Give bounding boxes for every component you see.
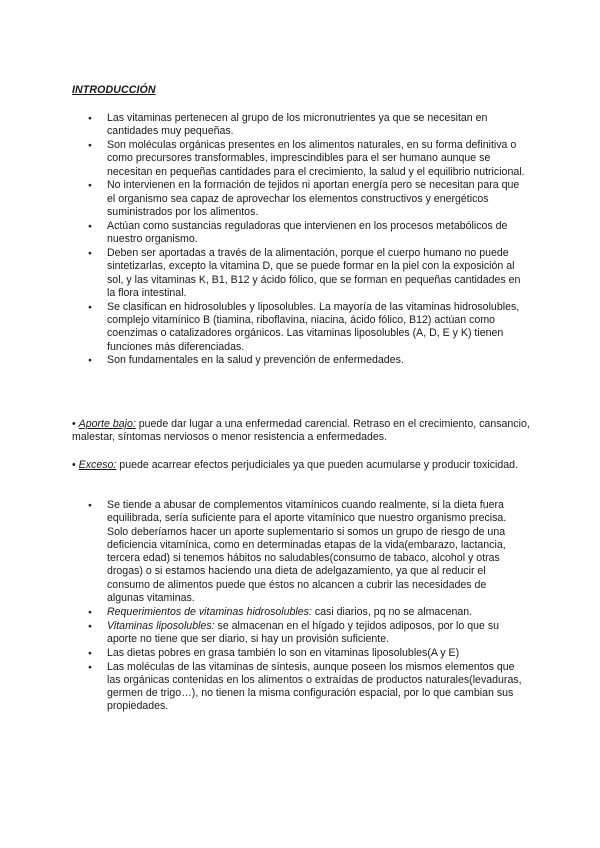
list-item: ● Las vitaminas pertenecen al grupo de los micronutrientes ya que se necesitan en cantidades muy pequeñas. [0, 112, 525, 139]
list-item: ● Las dietas pobres en grasa también lo son en vitaminas liposolubles(A y E) [0, 647, 525, 660]
hidrosolubles-label: Requerimientos de vitaminas hidrosolubles: [107, 605, 312, 618]
exceso-text: puede acarrear efectos perjudiciales ya que pueden acumularse y producir toxicidad. [116, 459, 518, 471]
list-item: ● Se tiende a abusar de complementos vitamínicos cuando realmente, si la dieta fuera equilibrada, sería suficiente para el aporte vitamínico que nuestro organismo precisa. Solo deberíamos hacer un aporte suplementario si somos un grupo de riesgo de una deficiencia vitamínica, como en determinadas etapas de la vida(embarazo, lactancia, tercera edad) si tenemos hábitos no saludables(consumo de tabaco, alcohol y otras drogas) o si estamos haciendo una dieta de adelgazamiento, ya que al reducir el consumo de alimentos puede que éstos no alcancen a cubrir las necesidades de algunas vitaminas. [0, 499, 525, 605]
aporte-bajo-paragraph [72, 418, 542, 445]
liposolubles-label: Vitaminas liposolubles: [107, 619, 215, 632]
hidrosolubles-text: casi diarios, pq no se almacenan. [311, 605, 473, 618]
liposolubles-text: se almacenan en el hígado y tejidos adiposos, por lo que su aporte no tiene que ser diario, si hay un provisión suficiente. [107, 619, 500, 645]
list-item: ● Son fundamentales en la salud y prevención de enfermedades. [0, 354, 525, 367]
list-item: ● No intervienen en la formación de tejidos ni aportan energía pero se necesitan para que el organismo sea capaz de aprovechar los elementos constructivos y energéticos suministrados por los alimentos. [0, 179, 525, 219]
list-item: ● Las moléculas de las vitaminas de síntesis, aunque poseen los mismos elementos que las orgánicas contenidas en los alimentos o extraídas de productos naturales(levaduras, germen de trigo…), no tienen la misma configuración espacial, por lo que cambian sus propiedades. [0, 661, 525, 714]
bullet-glyph: • [72, 459, 76, 471]
exceso-paragraph [72, 459, 542, 472]
aporte-bajo-label: Aporte bajo: [78, 418, 136, 430]
exceso-label: Exceso: [78, 459, 117, 471]
list-item: ● Actúan como sustancias reguladoras que intervienen en los procesos metabólicos de nuestro organismo. [0, 220, 525, 247]
list-item: ● Son moléculas orgánicas presentes en los alimentos naturales, en su forma definitiva o como precursores transformables, imprescindibles para el ser humano aunque se necesitan en pequeñas cantidades para el crecimiento, la salud y el equilibrio nutricional. [0, 139, 525, 179]
section-heading: INTRODUCCIÓN [72, 84, 156, 96]
supplements-bullet-list [0, 499, 525, 714]
intro-bullet-list [0, 112, 525, 368]
list-item [0, 606, 525, 619]
list-item [0, 620, 525, 647]
aporte-bajo-text: puede dar lugar a una enfermedad carencial. Retraso en el crecimiento, cansancio, malestar, síntomas nerviosos o menor resistencia a enfermedades. [72, 418, 530, 444]
list-item: ● Se clasifican en hidrosolubles y liposolubles. La mayoría de las vitaminas hidrosolubles, complejo vitamínico B (tiamina, riboflavina, niacina, ácido fólico, B12) actúan como coenzimas o catalizadores orgánicos. Las vitaminas liposolubles (A, D, E y K) tienen funciones más diferenciadas. [0, 301, 525, 354]
bullet-glyph: • [72, 418, 76, 430]
list-item: ● Deben ser aportadas a través de la alimentación, porque el cuerpo humano no puede sintetizarlas, excepto la vitamina D, que se puede formar en la piel con la exposición al sol, y las vitaminas K, B1, B12 y ácido fólico, que se forman en pequeñas cantidades en la flora intestinal. [0, 247, 525, 300]
